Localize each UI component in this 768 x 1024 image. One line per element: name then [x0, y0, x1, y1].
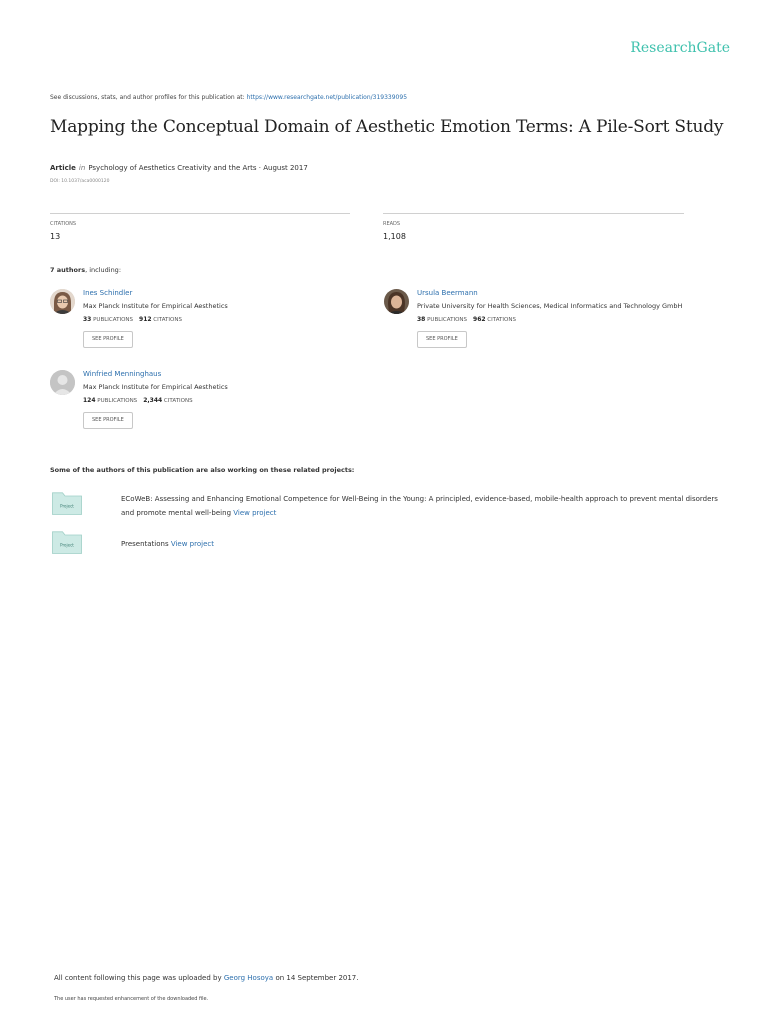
publication-meta	[50, 164, 308, 172]
publications-label: PUBLICATIONS	[427, 317, 468, 323]
project-icon-label: Project	[60, 542, 74, 548]
project-description	[121, 492, 721, 520]
project-folder-icon[interactable]	[52, 531, 82, 554]
project-title: Presentations	[121, 540, 169, 548]
author-photo-icon	[50, 289, 75, 314]
in-label: in	[78, 164, 86, 172]
author-citations-label: CITATIONS	[153, 317, 182, 323]
author-avatar[interactable]	[50, 289, 75, 314]
project-icon-label: Project	[60, 503, 74, 509]
publications-count: 38	[417, 316, 426, 323]
journal-name[interactable]: Psychology of Aesthetics Creativity and the Arts · August 2017	[88, 164, 308, 172]
upload-prefix: All content following this page was uploaded by	[54, 974, 222, 982]
citations-label: CITATIONS	[50, 221, 77, 227]
author-card	[50, 289, 370, 369]
publications-label: PUBLICATIONS	[97, 398, 138, 404]
author-citations-label: CITATIONS	[163, 398, 193, 404]
default-avatar-icon	[50, 370, 75, 395]
author-photo-icon	[384, 289, 409, 314]
author-stats	[83, 397, 193, 404]
author-avatar[interactable]	[50, 370, 75, 395]
uploader-link[interactable]: Georg Hosoya	[223, 974, 274, 982]
upload-note	[54, 974, 359, 982]
author-card	[384, 289, 704, 369]
reads-count: 1,108	[383, 232, 406, 241]
author-institution: Max Planck Institute for Empirical Aesthetics	[83, 302, 228, 310]
publications-label: PUBLICATIONS	[93, 317, 134, 323]
related-projects-header: Some of the authors of this publication are also working on these related projects:	[50, 466, 355, 474]
publication-link[interactable]: https://www.researchgate.net/publication/319339095	[246, 94, 408, 101]
reads-divider	[383, 213, 684, 214]
citations-divider	[50, 213, 350, 214]
researchgate-logo[interactable]: ResearchGate	[630, 40, 730, 56]
author-avatar[interactable]	[384, 289, 409, 314]
see-profile-button[interactable]: SEE PROFILE	[83, 412, 133, 429]
publications-count: 124	[83, 397, 96, 404]
authors-header	[50, 266, 121, 274]
author-card	[50, 370, 370, 450]
publications-count: 33	[83, 316, 92, 323]
author-stats	[417, 316, 516, 323]
discussion-note	[50, 94, 407, 101]
author-institution: Max Planck Institute for Empirical Aesthetics	[83, 383, 228, 391]
project-description	[121, 537, 721, 551]
author-citations-count: 962	[473, 316, 486, 323]
project-title: ECoWeB: Assessing and Enhancing Emotional Competence for Well-Being in the Young: A principled, evidence-based, mobile-health approach to prevent mental disorders and promote mental well-being	[121, 495, 718, 517]
author-citations-count: 912	[139, 316, 152, 323]
project-folder-icon[interactable]	[52, 492, 82, 515]
view-project-link[interactable]: View project	[233, 509, 277, 517]
author-name[interactable]: Winfried Menninghaus	[83, 370, 162, 378]
author-name[interactable]: Ursula Beermann	[417, 289, 478, 297]
citations-count: 13	[50, 232, 61, 241]
author-citations-label: CITATIONS	[487, 317, 516, 323]
discussion-text: See discussions, stats, and author profiles for this publication at:	[50, 94, 245, 101]
authors-count: 7 authors	[50, 266, 86, 274]
authors-suffix: , including:	[85, 266, 122, 274]
publication-type: Article	[50, 164, 76, 172]
author-institution: Private University for Health Sciences, Medical Informatics and Technology GmbH	[417, 302, 683, 310]
author-citations-count: 2,344	[143, 397, 163, 404]
publication-title: Mapping the Conceptual Domain of Aesthetic Emotion Terms: A Pile-Sort Study	[50, 117, 724, 137]
enhancement-note: The user has requested enhancement of the downloaded file.	[54, 996, 209, 1002]
reads-label: READS	[383, 221, 401, 227]
doi-text: DOI: 10.1037/aca0000120	[50, 179, 110, 184]
see-profile-button[interactable]: SEE PROFILE	[83, 331, 133, 348]
author-name[interactable]: Ines Schindler	[83, 289, 133, 297]
upload-suffix: on 14 September 2017.	[275, 974, 359, 982]
see-profile-button[interactable]: SEE PROFILE	[417, 331, 467, 348]
author-stats	[83, 316, 182, 323]
view-project-link[interactable]: View project	[170, 540, 214, 548]
